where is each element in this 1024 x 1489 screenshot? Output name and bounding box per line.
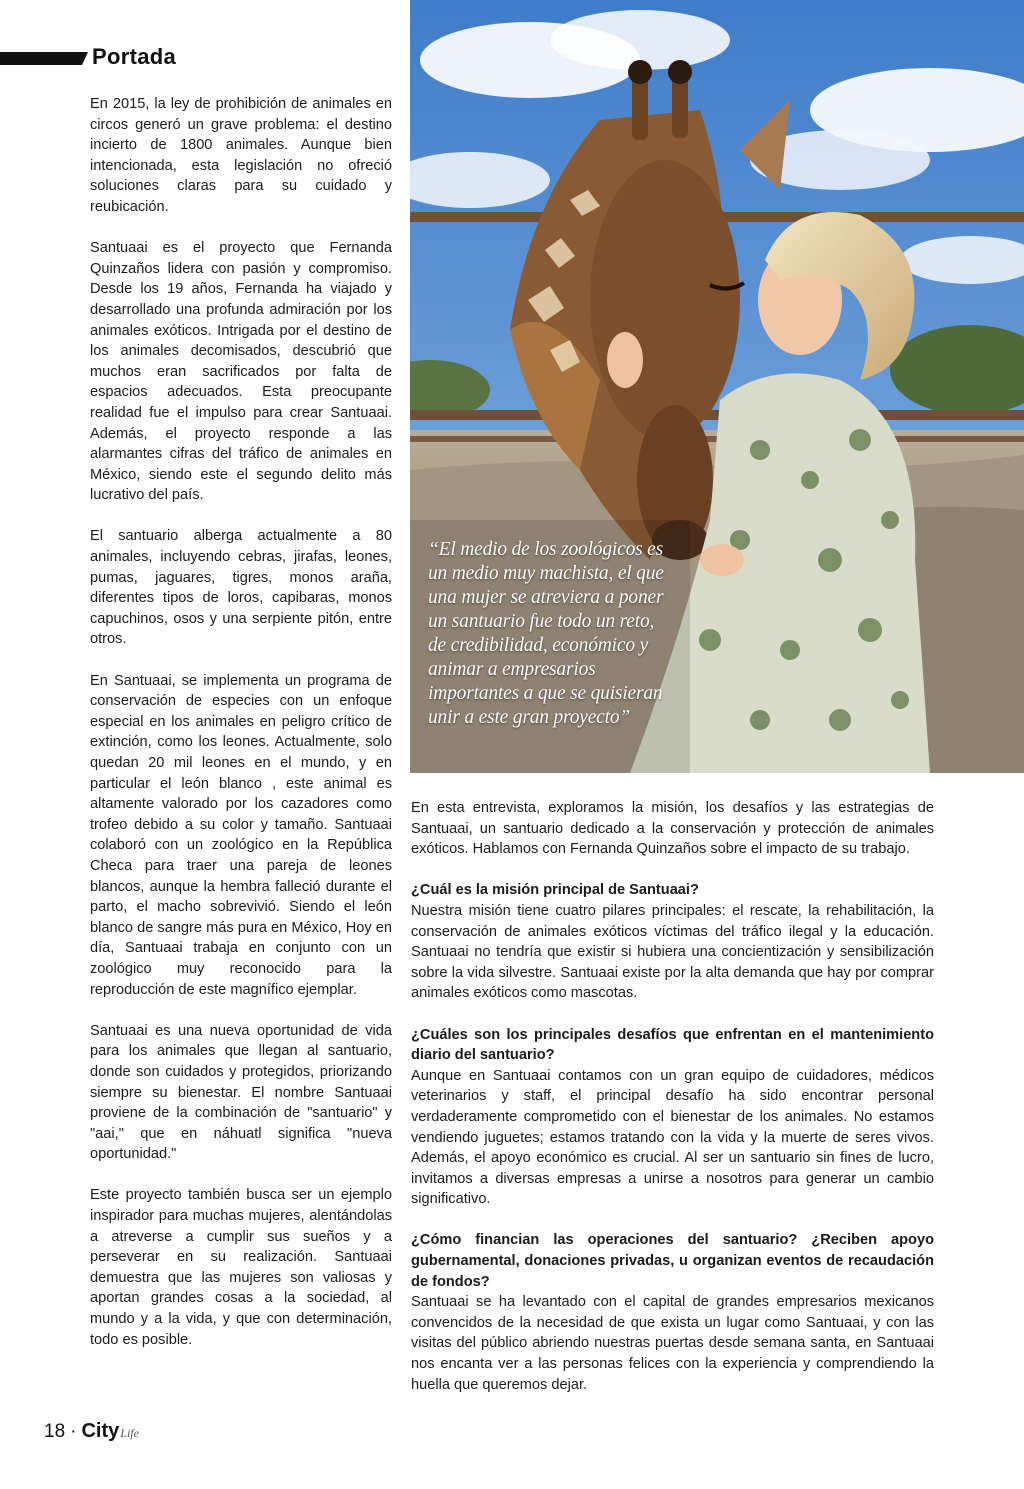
interview-question: ¿Cuál es la misión principal de Santuaai?	[411, 882, 699, 899]
interview-answer: Nuestra misión tiene cuatro pilares principales: el rescate, la rehabilitación, la conservación de animales exóticos víctimas del tráfico ilegal y la educación. Santuaai no tendría que existir si hubiera una concientización y sensibilización sobre la vida silvestre. Santuaai existe por la alta demanda que hay por comprar animales exóticos como mascotas.	[411, 902, 934, 1002]
left-paragraph: Santuaai es una nueva oportunidad de vida para los animales que llegan al santuario, donde son cuidados y protegidos, priorizando siempre su bienestar. El nombre Santuaai proviene de la combinación de "santuario" y "aai," que en náhuatl significa "nueva oportunidad."	[90, 1022, 392, 1163]
qa-item	[411, 880, 934, 1004]
magazine-logo-suffix: Life	[120, 1426, 139, 1440]
left-paragraph: En 2015, la ley de prohibición de animales en circos generó un grave problema: el destino incierto de 1800 animales. Aunque bien intencionada, esta legislación no ofreció soluciones claras para su cuidado y reubicación.	[90, 96, 392, 215]
interview-question: ¿Cuáles son los principales desafíos que enfrentan en el mantenimiento diario del santuario?	[411, 1026, 934, 1064]
section-title: Portada	[92, 44, 177, 69]
page-footer	[44, 1420, 139, 1450]
left-paragraph: El santuario alberga actualmente a 80 animales, incluyendo cebras, jirafas, leones, pumas, jaguares, tigres, monos araña, diferentes tipos de loros, capibaras, monos capuchinos, osos y una serpiente pitón, entre otros.	[90, 528, 392, 648]
interview-question: ¿Cómo financian las operaciones del santuario? ¿Reciben apoyo gubernamental, donaciones privadas, u organizan eventos de recaudación de fondos?	[411, 1232, 934, 1290]
section-marker-bar	[0, 52, 82, 65]
left-paragraph: Santuaai es el proyecto que Fernanda Quinzaños lidera con pasión y compromiso. Desde los 19 años, Fernanda ha viajado y desarrollado una profunda admiración por los animales exóticos. Intrigada por el destino de los animales decomisados, descubrió que muchos eran sacrificados por falta de espacios adecuados. Esta preocupante realidad fue el impulso para crear Santuaai. Además, el proyecto responde a las alarmantes cifras del tráfico de animales en México, siendo este el segundo delito más lucrativo del país.	[90, 240, 392, 504]
interview-answer: Santuaai se ha levantado con el capital de grandes empresarios mexicanos convencidos de la necesidad de que exista un lugar como Santuaai, y con las visitas del público abriendo nuestras puertas desde semana santa, en Santuaai nos encanta ver a las personas felices con la experiencia y comprendiendo la huella que queremos dejar.	[411, 1294, 934, 1393]
qa-item	[411, 1025, 934, 1210]
magazine-logo: City	[81, 1420, 120, 1442]
interview-intro: En esta entrevista, exploramos la misión, los desafíos y las estrategias de Santuaai, un santuario dedicado a la conservación y protección de animales exóticos. Hablamos con Fernanda Quinzaños sobre el impacto de su trabajo.	[411, 800, 934, 858]
interview-answer: Aunque en Santuaai contamos con un gran equipo de cuidadores, médicos veterinarios y staff, el principal desafío ha sido encontrar personal verdaderamente comprometido con el bienestar de los animales. No estamos vendiendo juguetes; estamos tratando con la vida y la muerte de seres vivos. Además, el apoyo económico es crucial. Al ser un santuario sin fines de lucro, invitamos a diversas empresas a unirse a nosotros para generar un cambio significativo.	[411, 1067, 934, 1208]
left-paragraph: Este proyecto también busca ser un ejemplo inspirador para muchas mujeres, alentándolas a atreverse a cumplir sus sueños y a perseverar en su realización. Santuaai demuestra que las mujeres son valiosas y aportan grandes cosas a la sociedad, al mundo y a la vida, y que con determinación, todo es posible.	[90, 1187, 392, 1348]
page-number: 18	[44, 1421, 66, 1442]
left-paragraph: En Santuaai, se implementa un programa de conservación de especies con un enfoque especial en los animales en peligro crítico de extinción, como los leones. Actualmente, solo quedan 20 mil leones en el mundo, y en particular el león blanco , este animal es altamente valorado por los cazadores como trofeo debido a su color y tamaño. Santuaai colaboró con un zoológico en la República Checa para traer una pareja de leones blancos, aunque la hembra falleció durante el parto, el macho sobrevivió. Siendo el león blanco de sangre más pura en México, Hoy en día, Santuaai trabaja en conjunto con un zoológico muy reconocido para la reproducción de este magnífico ejemplar.	[90, 672, 392, 998]
left-column	[90, 94, 392, 1371]
footer-separator: ·	[70, 1421, 77, 1442]
pull-quote: “El medio de los zoológicos es un medio muy machista, el que una mujer se atreviera a poner un santuario fue todo un reto, de credibilidad, económico y animar a empresarios importantes a que se quisieran unir a este gran proyecto”	[428, 539, 664, 728]
right-column	[411, 798, 934, 1416]
qa-item	[411, 1230, 934, 1395]
